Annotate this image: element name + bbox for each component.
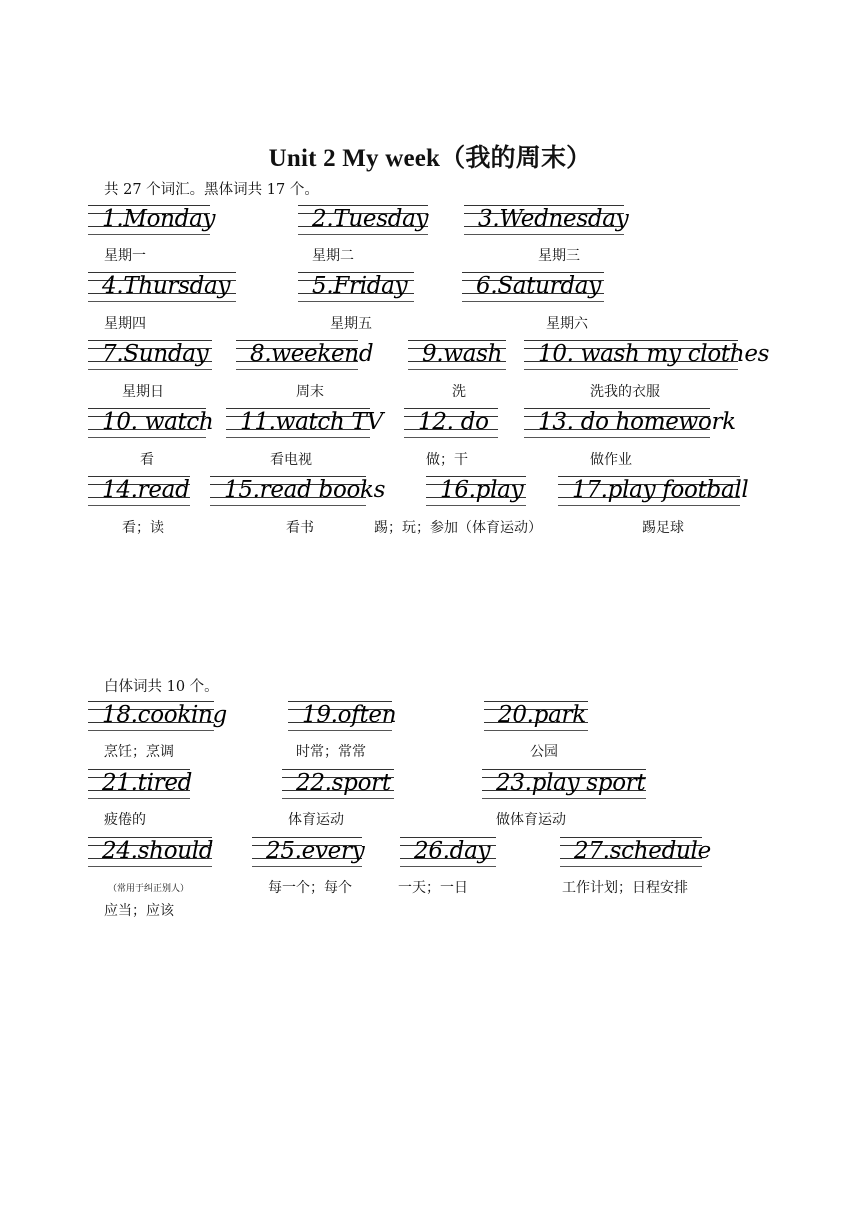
vocab-meaning: 周末 <box>296 384 324 400</box>
word-card <box>484 701 588 735</box>
vocab-meaning: 洗 <box>452 384 466 400</box>
word-card <box>464 205 629 239</box>
vocab-meaning: 一天；一日 <box>398 880 468 896</box>
vocab-meaning: 洗我的衣服 <box>590 384 660 400</box>
vocab-word: 19.often <box>302 702 397 728</box>
word-card <box>524 340 770 374</box>
vocab-meaning: 星期六 <box>546 316 588 332</box>
word-card <box>88 272 236 306</box>
vocab-meaning: 做作业 <box>590 452 632 468</box>
word-card <box>298 272 414 306</box>
vocab-word: 9.wash <box>422 341 503 367</box>
vocab-meaning: 做体育运动 <box>496 812 566 828</box>
vocab-word: 7.Sunday <box>102 341 209 367</box>
vocab-meaning: 看；读 <box>122 520 164 536</box>
vocab-meaning: 看书 <box>286 520 314 536</box>
word-card <box>210 476 386 510</box>
vocab-word: 10. wash my clothes <box>538 341 770 367</box>
vocab-word: 22.sport <box>296 770 391 796</box>
word-card <box>288 701 397 735</box>
word-card <box>400 837 496 871</box>
word-card <box>558 476 749 510</box>
word-card <box>408 340 506 374</box>
vocab-word: 10. watch <box>102 409 214 435</box>
vocab-word: 12. do <box>418 409 489 435</box>
word-card <box>88 476 190 510</box>
word-card <box>462 272 604 306</box>
vocab-word: 17.play football <box>572 477 749 503</box>
word-card <box>88 701 227 735</box>
word-card <box>252 837 365 871</box>
word-card <box>282 769 394 803</box>
vocab-word: 11.watch TV <box>240 409 383 435</box>
vocab-word: 27.schedule <box>574 838 711 864</box>
word-card <box>298 205 428 239</box>
vocab-word: 4.Thursday <box>102 273 231 299</box>
vocab-word: 13. do homework <box>538 409 736 435</box>
vocab-word: 8.weekend <box>250 341 374 367</box>
vocab-meaning: 做；干 <box>426 452 468 468</box>
word-card <box>404 408 498 442</box>
word-card <box>88 205 216 239</box>
word-card <box>88 408 214 442</box>
vocab-word: 14.read <box>102 477 190 503</box>
vocab-word: 18.cooking <box>102 702 227 728</box>
vocab-word: 21.tired <box>102 770 193 796</box>
vocab-meaning: 星期三 <box>538 248 580 264</box>
vocab-word: 20.park <box>498 702 586 728</box>
word-card <box>88 769 193 803</box>
word-card <box>426 476 526 510</box>
vocab-word: 6.Saturday <box>476 273 601 299</box>
word-card <box>482 769 646 803</box>
vocab-word: 23.play sport <box>496 770 646 796</box>
usage-note: （常用于纠正别人） <box>108 884 190 894</box>
word-card <box>560 837 711 871</box>
vocab-meaning: 星期一 <box>104 248 146 264</box>
page-title: Unit 2 My week（我的周末） <box>268 145 592 172</box>
vocab-meaning: 看 <box>140 452 154 468</box>
vocab-meaning: 公园 <box>530 744 558 760</box>
vocab-meaning: 星期四 <box>104 316 146 332</box>
word-card <box>88 837 212 871</box>
vocab-word: 1.Monday <box>102 206 216 232</box>
vocab-meaning: 看电视 <box>270 452 312 468</box>
vocab-meaning: 星期日 <box>122 384 164 400</box>
white-words-summary: 白体词共 10 个。 <box>104 679 219 695</box>
vocab-word: 2.Tuesday <box>312 206 429 232</box>
bold-words-summary: 共 27 个词汇。黑体词共 17 个。 <box>104 182 319 198</box>
vocab-meaning: 每一个；每个 <box>268 880 352 896</box>
word-card <box>236 340 374 374</box>
vocab-meaning: 踢足球 <box>642 520 684 536</box>
vocab-word: 24.should <box>102 838 214 864</box>
vocab-meaning: 工作计划；日程安排 <box>562 880 688 896</box>
vocab-meaning: 星期五 <box>330 316 372 332</box>
vocab-word: 3.Wednesday <box>478 206 629 232</box>
vocab-word: 5.Friday <box>312 273 408 299</box>
word-card <box>524 408 736 442</box>
word-card <box>88 340 212 374</box>
vocab-meaning: 时常；常常 <box>296 744 366 760</box>
vocab-meaning: 踢；玩；参加（体育运动） <box>374 520 542 536</box>
vocab-word: 25.every <box>266 838 365 864</box>
vocab-meaning: 疲倦的 <box>104 812 146 828</box>
vocab-word: 26.day <box>414 838 491 864</box>
vocab-meaning: 应当；应该 <box>104 903 174 919</box>
word-card <box>226 408 383 442</box>
vocab-meaning: 体育运动 <box>288 812 344 828</box>
vocab-word: 15.read books <box>224 477 386 503</box>
vocab-meaning: 星期二 <box>312 248 354 264</box>
vocab-word: 16.play <box>440 477 524 503</box>
vocab-meaning: 烹饪；烹调 <box>104 744 174 760</box>
